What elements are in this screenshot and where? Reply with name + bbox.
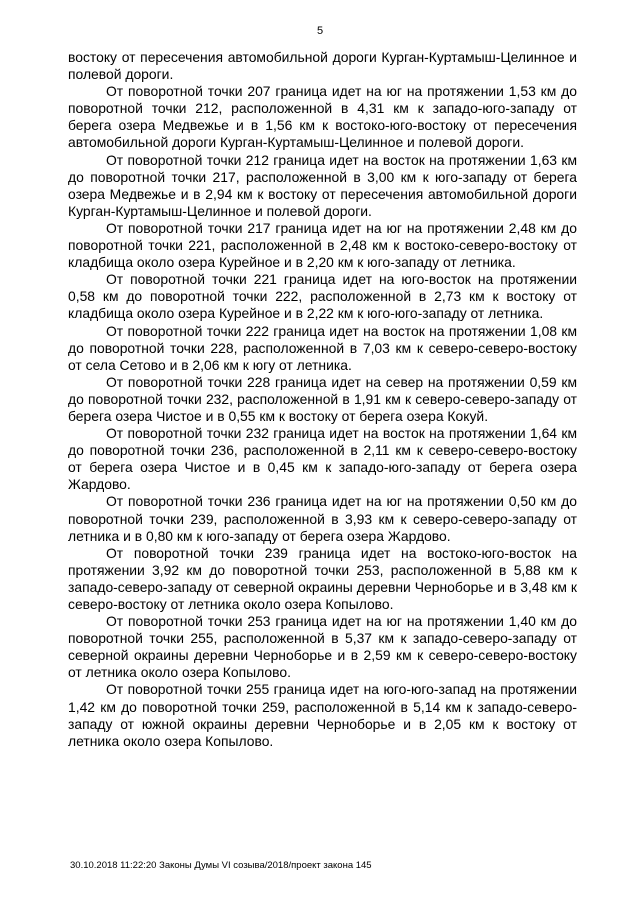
paragraph-continuation: востоку от пересечения автомобильной дороги Курган-Куртамыш-Целинное и полевой дороги. (68, 49, 577, 83)
paragraph-point-221: От поворотной точки 221 граница идет на юго-восток на протяжении 0,58 км до поворотной точки 222, расположенной в 2,73 км к востоку от кладбища около озера Курейное и в 2,22 км к юго-юго-западу от летника. (68, 271, 577, 322)
paragraph-point-212: От поворотной точки 212 граница идет на восток на протяжении 1,63 км до поворотной точки 217, расположенной в 3,00 км к юго-западу от берега озера Медвежье и в 2,94 км к востоку от пересечения автомобильной дороги Курган-Куртамыш-Целинное и полевой дороги. (68, 151, 577, 219)
paragraph-point-222: От поворотной точки 222 граница идет на восток на протяжении 1,08 км до поворотной точки 228, расположенной в 7,03 км к северо-северо-востоку от села Сетово и в 2,06 км к югу от летника. (68, 322, 577, 373)
page-number: 5 (316, 25, 324, 37)
document-footer: 30.10.2018 11:22:20 Законы Думы VI созыва/2018/проект закона 145 (70, 860, 372, 871)
paragraph-point-228: От поворотной точки 228 граница идет на север на протяжении 0,59 км до поворотной точки 232, расположенной в 1,91 км к северо-северо-западу от берега озера Чистое и в 0,55 км к востоку от берега озера Кокуй. (68, 373, 577, 424)
paragraph-point-255: От поворотной точки 255 граница идет на юго-юго-запад на протяжении 1,42 км до поворотной точки 259, расположенной в 5,14 км к западо-северо-западу от южной окраины деревни Черноборье и в 2,05 км к востоку от летника около озера Копылово. (68, 681, 577, 749)
paragraph-point-217: От поворотной точки 217 граница идет на юг на протяжении 2,48 км до поворотной точки 221, расположенной в 2,48 км к востоко-северо-востоку от кладбища около озера Курейное и в 2,20 км к юго-западу от летника. (68, 219, 577, 271)
paragraph-point-207: От поворотной точки 207 граница идет на юг на протяжении 1,53 км до поворотной точки 212, расположенной в 4,31 км к западо-юго-западу от берега озера Медвежье и в 1,56 км к востоко-юго-востоку от пересечения автомобильной дороги Курган-Куртамыш-Целинное и полевой дороги. (68, 83, 577, 151)
paragraph-point-253: От поворотной точки 253 граница идет на юг на протяжении 1,40 км до поворотной точки 255, расположенной в 5,37 км к западо-северо-западу от северной окраины деревни Черноборье и в 2,59 км к северо-северо-востоку от летника около озера Копылово. (68, 613, 577, 681)
paragraph-point-239: От поворотной точки 239 граница идет на востоко-юго-восток на протяжении 3,92 км до поворотной точки 253, расположенной в 5,88 км к западо-северо-западу от северной окраины деревни Черноборье и в 3,48 км к северо-востоку от летника около озера Копылово. (68, 544, 577, 612)
paragraph-point-236: От поворотной точки 236 граница идет на юг на протяжении 0,50 км до поворотной точки 239, расположенной в 3,93 км к северо-северо-западу от летника и в 0,80 км к юго-западу от берега озера Жардово. (68, 493, 577, 544)
paragraph-point-232: От поворотной точки 232 граница идет на восток на протяжении 1,64 км до поворотной точки 236, расположенной в 2,11 км к северо-северо-востоку от берега озера Чистое и в 0,45 км к западо-юго-западу от берега озера Жардово. (68, 425, 577, 493)
document-body (68, 49, 577, 750)
